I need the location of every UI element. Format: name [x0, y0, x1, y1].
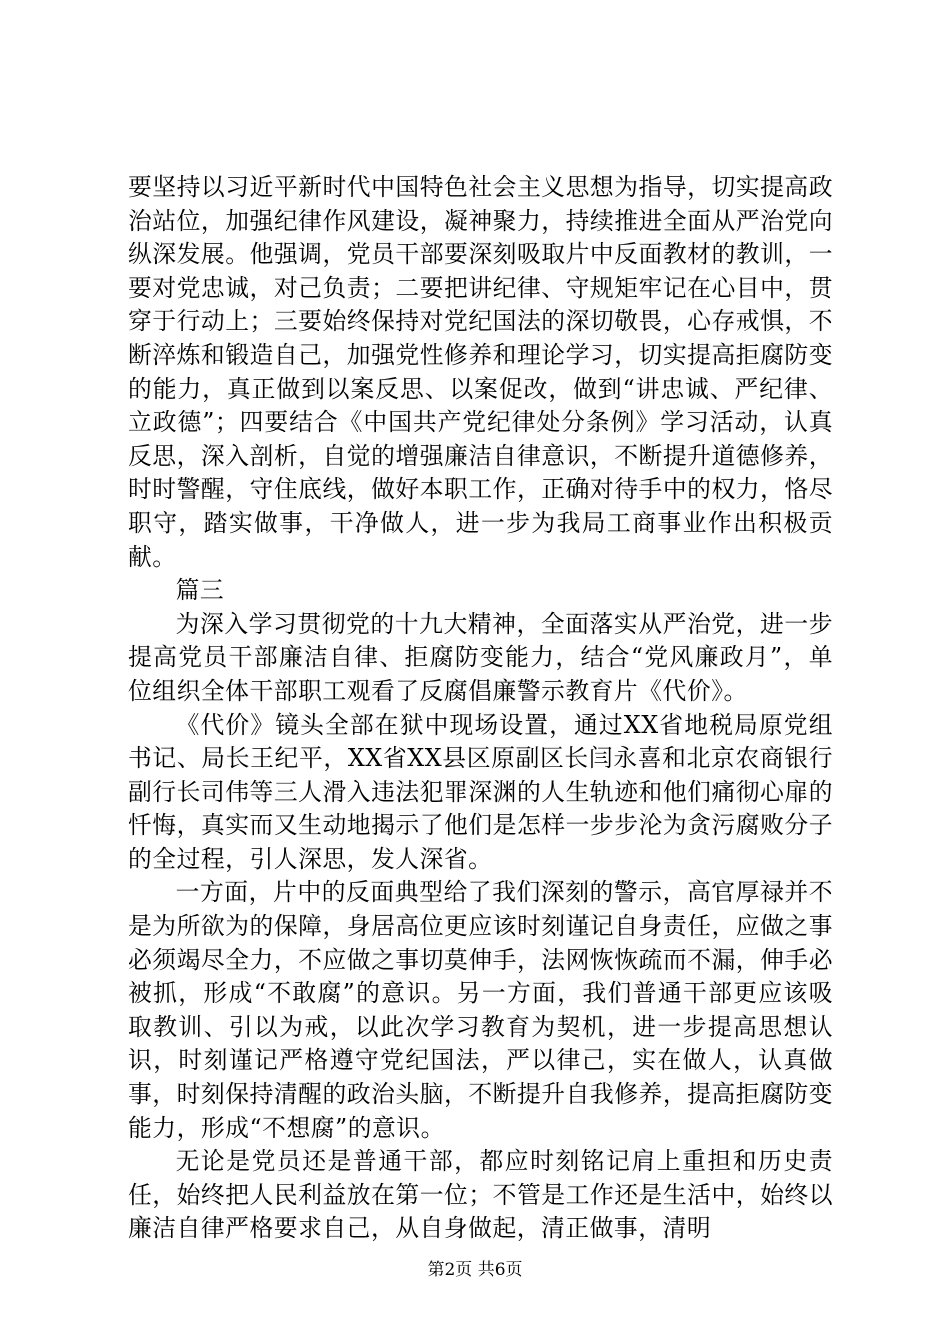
paragraph: 为深入学习贯彻党的十九大精神，全面落实从严治党，进一步提高党员干部廉洁自律、拒腐防变能力，结合“党风廉政月”，单位组织全体干部职工观看了反腐倡廉警示教育片《代价》。: [128, 609, 833, 705]
paragraph: 《代价》镜头全部在狱中现场设置，通过XX省地税局原党组书记、局长王纪平，XX省XX县区原副区长闫永喜和北京农商银行副行长司伟等三人滑入违法犯罪深渊的人生轨迹和他们痛彻心扉的忏悔，真实而又生动地揭示了他们是怎样一步步沦为贪污腐败分子的全过程，引人深思，发人深省。: [128, 710, 833, 873]
page-number-footer: 第2页 共6页: [427, 1260, 523, 1280]
paragraph: 一方面，片中的反面典型给了我们深刻的警示，高官厚禄并不是为所欲为的保障，身居高位更应该时刻谨记自身责任，应做之事必须竭尽全力，不应做之事切莫伸手，法网恢恢疏而不漏，伸手必被抓，形成“不敢腐”的意识。另一方面，我们普通干部更应该吸取教训、引以为戒，以此次学习教育为契机，进一步提高思想认识，时刻谨记严格遵守党纪国法，严以律己，实在做人，认真做事，时刻保持清醒的政治头脑，不断提升自我修养，提高拒腐防变能力，形成“不想腐”的意识。: [128, 878, 833, 1142]
body-text: [128, 171, 833, 1246]
paragraph-continuation: 要坚持以习近平新时代中国特色社会主义思想为指导，切实提高政治站位，加强纪律作风建设，凝神聚力，持续推进全面从严治党向纵深发展。他强调，党员干部要深刻吸取片中反面教材的教训，一要对党忠诚，对己负责；二要把讲纪律、守规矩牢记在心目中，贯穿于行动上；三要始终保持对党纪国法的深切敬畏，心存戒惧，不断淬炼和锻造自己，加强党性修养和理论学习，切实提高拒腐防变的能力，真正做到以案反思、以案促改，做到“讲忠诚、严纪律、立政德”；四要结合《中国共产党纪律处分条例》学习活动，认真反思，深入剖析，自觉的增强廉洁自律意识，不断提升道德修养，时时警醒，守住底线，做好本职工作，正确对待手中的权力，恪尽职守，踏实做事，干净做人，进一步为我局工商事业作出积极贡献。: [128, 173, 833, 571]
paragraph: 无论是党员还是普通干部，都应时刻铭记肩上重担和历史责任，始终把人民利益放在第一位；不管是工作还是生活中，始终以廉洁自律严格要求自己，从自身做起，清正做事，清明: [128, 1147, 833, 1243]
section-heading: 篇三: [175, 576, 225, 605]
